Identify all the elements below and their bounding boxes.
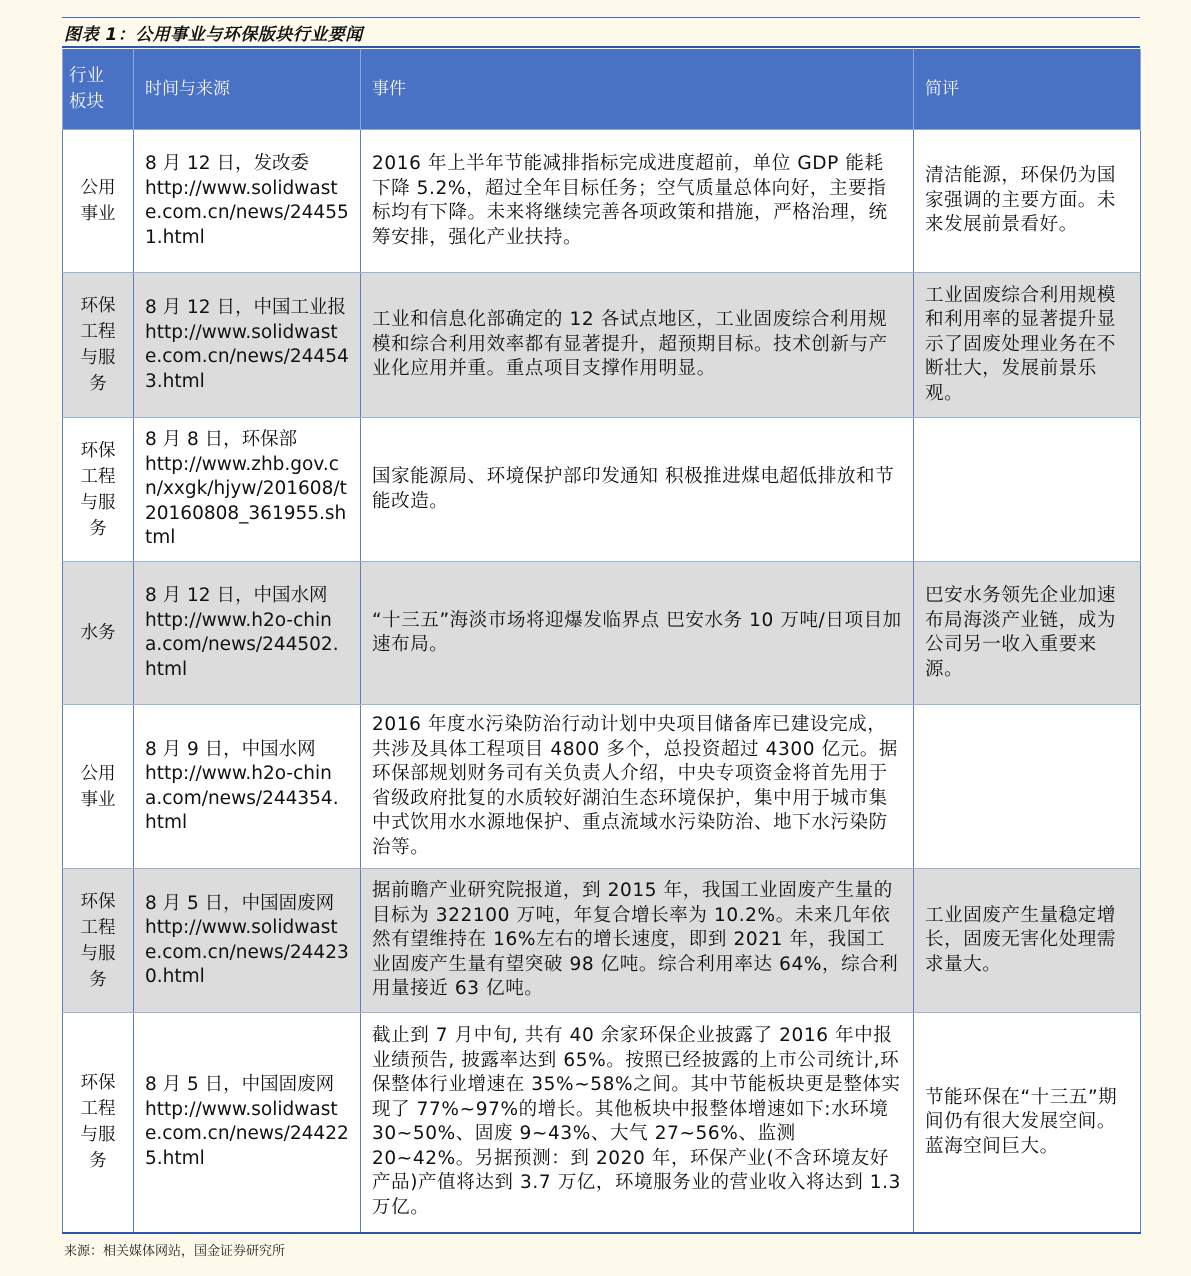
row-date-source: 8 月 5 日，中国固废网 bbox=[145, 892, 335, 914]
row-sector: 环保工程与服务 bbox=[63, 273, 134, 418]
row-comment: 节能环保在“十三五”期间仍有很大发展空间。蓝海空间巨大。 bbox=[914, 1013, 1141, 1233]
row-date-source: 8 月 12 日，发改委 bbox=[145, 153, 309, 174]
row-comment: 巴安水务领先企业加速布局海淡产业链，成为公司另一收入重要来源。 bbox=[914, 562, 1141, 705]
row-date-source: 8 月 12 日，中国水网 bbox=[145, 585, 328, 606]
header-event: 事件 bbox=[361, 49, 914, 130]
row-sector: 水务 bbox=[63, 562, 134, 705]
row-time-source bbox=[134, 869, 361, 1013]
row-url: http://www.h2o-china.com/news/244502.html bbox=[145, 609, 339, 680]
row-sector: 环保工程与服务 bbox=[63, 1013, 134, 1233]
industry-news-table bbox=[62, 49, 1141, 1234]
row-comment bbox=[914, 705, 1141, 869]
row-event: 2016 年度水污染防治行动计划中央项目储备库已建设完成，共涉及具体工程项目 4800 多个，总投资超过 4300 亿元。据环保部规划财务司有关负责人介绍，中央专项资金将首先用于省级政府批复的水质较好湖泊生态环境保护，集中用于城市集中式饮用水水源地保护、重点流域水污染防治、地下水污染防治等。 bbox=[361, 705, 914, 869]
figure-title: 图表 1：公用事业与环保版块行业要闻 bbox=[64, 25, 363, 45]
row-event: 工业和信息化部确定的 12 各试点地区，工业固废综合利用规模和综合利用效率都有显著提升，超预期目标。技术创新与产业化应用并重。重点项目支撑作用明显。 bbox=[361, 273, 914, 418]
row-url: http://www.zhb.gov.cn/xxgk/hjyw/201608/t20160808_361955.shtml bbox=[145, 453, 347, 549]
table-row bbox=[63, 1013, 1141, 1233]
row-sector: 环保工程与服务 bbox=[63, 869, 134, 1013]
row-event: 截止到 7 月中旬, 共有 40 余家环保企业披露了 2016 年中报业绩预告, 披露率达到 65%。按照已经披露的上市公司统计,环保整体行业增速在 35%~58%之间。其中节能板块更是整体实现了 77%~97%的增长。其他板块中报整体增速如下:水环境 30~50%、固废 9~43%、大气 27~56%、监测 20~42%。另据预测：到 2020 年，环保产业(不含环境友好产品)产值将达到 3.7 万亿，环境服务业的营业收入将达到 1.3 万亿。 bbox=[361, 1013, 914, 1233]
row-event: 2016 年上半年节能减排指标完成进度超前，单位 GDP 能耗下降 5.2%，超过全年目标任务；空气质量总体向好，主要指标均有下降。未来将继续完善各项政策和措施，严格治理，统筹安排，强化产业扶持。 bbox=[361, 130, 914, 273]
row-url: http://www.solidwaste.com.cn/news/244225.html bbox=[145, 1098, 349, 1169]
row-date-source: 8 月 5 日，中国固废网 bbox=[145, 1074, 335, 1096]
row-sector: 公用事业 bbox=[63, 130, 134, 273]
row-url: http://www.h2o-china.com/news/244354.html bbox=[145, 763, 339, 833]
row-date-source: 8 月 9 日，中国水网 bbox=[145, 738, 316, 760]
row-date-source: 8 月 8 日，环保部 bbox=[145, 429, 298, 451]
row-comment bbox=[914, 418, 1141, 562]
table-row bbox=[63, 705, 1141, 869]
table-row bbox=[63, 273, 1141, 418]
row-time-source bbox=[134, 562, 361, 705]
header-comment: 简评 bbox=[914, 49, 1141, 130]
table-row bbox=[63, 562, 1141, 705]
row-url: http://www.solidwaste.com.cn/news/244551.html bbox=[145, 177, 349, 248]
row-sector: 公用事业 bbox=[63, 705, 134, 869]
row-time-source bbox=[134, 705, 361, 869]
row-event: 国家能源局、环境保护部印发通知 积极推进煤电超低排放和节能改造。 bbox=[361, 418, 914, 562]
row-date-source: 8 月 12 日，中国工业报 bbox=[145, 297, 346, 318]
header-time-source: 时间与来源 bbox=[134, 49, 361, 130]
row-event: 据前瞻产业研究院报道，到 2015 年，我国工业固废产生量的目标为 322100 万吨，年复合增长率为 10.2%。未来几年依然有望维持在 16%左右的增长速度，即到 2021 年，我国工业固废产生量有望突破 98 亿吨。综合利用率达 64%，综合利用量接近 63 亿吨。 bbox=[361, 869, 914, 1013]
row-time-source bbox=[134, 418, 361, 562]
table-row bbox=[63, 418, 1141, 562]
table-row bbox=[63, 869, 1141, 1013]
row-time-source bbox=[134, 130, 361, 273]
row-comment: 清洁能源，环保仍为国家强调的主要方面。未来发展前景看好。 bbox=[914, 130, 1141, 273]
source-note: 来源：相关媒体网站，国金证券研究所 bbox=[64, 1244, 286, 1259]
row-url: http://www.solidwaste.com.cn/news/244543.html bbox=[145, 321, 349, 392]
row-comment: 工业固废综合利用规模和利用率的显著提升显示了固废处理业务在不断壮大，发展前景乐观。 bbox=[914, 273, 1141, 418]
row-sector: 环保工程与服务 bbox=[63, 418, 134, 562]
row-comment: 工业固废产生量稳定增长，固废无害化处理需求量大。 bbox=[914, 869, 1141, 1013]
title-rule bbox=[62, 46, 1140, 48]
table-header-row bbox=[63, 49, 1141, 130]
row-time-source bbox=[134, 1013, 361, 1233]
table-row bbox=[63, 130, 1141, 273]
top-rule bbox=[62, 17, 1140, 18]
row-time-source bbox=[134, 273, 361, 418]
row-event: “十三五”海淡市场将迎爆发临界点 巴安水务 10 万吨/日项目加速布局。 bbox=[361, 562, 914, 705]
row-url: http://www.solidwaste.com.cn/news/244230.html bbox=[145, 917, 349, 987]
header-sector: 行业板块 bbox=[63, 49, 134, 130]
